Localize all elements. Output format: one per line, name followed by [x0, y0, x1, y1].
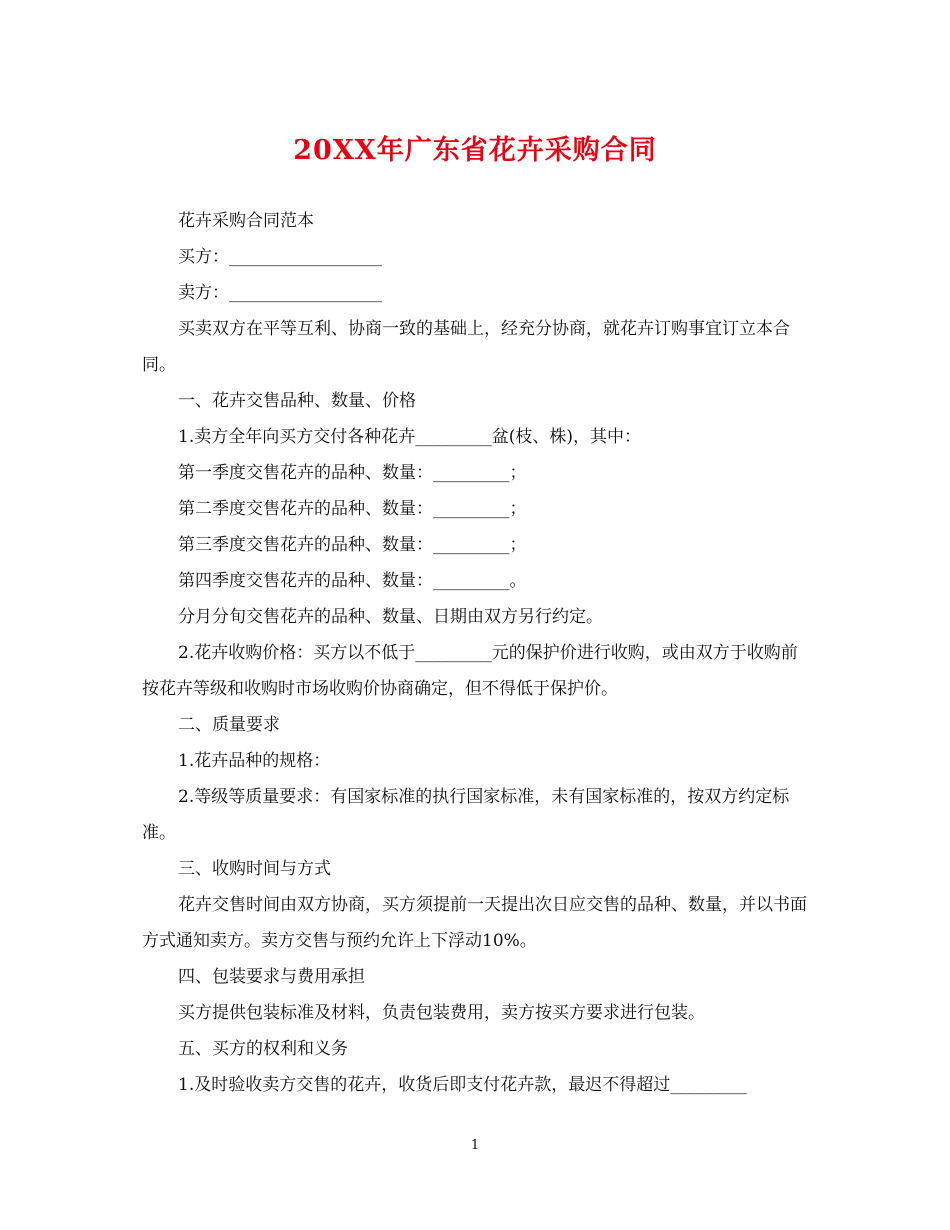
paragraph: 第四季度交售花卉的品种、数量：_________。: [178, 571, 527, 591]
paragraph: 花卉交售时间由双方协商，买方须提前一天提出次日应交售的品种、数量，并以书面方式通知卖方。卖方交售与预约允许上下浮动10%。: [142, 895, 807, 951]
paragraph: 2.花卉收购价格：买方以不低于_________元的保护价进行收购，或由双方于收购前按花卉等级和收购时市场收购价协商确定，但不得低于保护价。: [142, 643, 798, 699]
paragraph: 买卖双方在平等互利、协商一致的基础上，经充分协商，就花卉订购事宜订立本合同。: [142, 319, 790, 375]
paragraph: 1.花卉品种的规格：: [178, 751, 331, 771]
section-heading: 二、质量要求: [178, 715, 280, 735]
section-heading: 一、花卉交售品种、数量、价格: [178, 391, 416, 411]
paragraph-seller-field: 卖方：__________________: [178, 283, 382, 303]
paragraph: 买方提供包装标准及材料，负责包装费用，卖方按买方要求进行包装。: [178, 1003, 705, 1023]
page-number: 1: [470, 1138, 480, 1153]
paragraph: 第三季度交售花卉的品种、数量：_________；: [178, 535, 527, 555]
paragraph: 2.等级等质量要求：有国家标准的执行国家标准，未有国家标准的，按双方约定标准。: [142, 787, 790, 843]
paragraph: 1.卖方全年向买方交付各种花卉_________盆(枝、株)，其中：: [178, 427, 641, 447]
paragraph: 1.及时验收卖方交售的花卉，收货后即支付花卉款，最迟不得超过_________: [178, 1075, 747, 1095]
section-heading: 三、收购时间与方式: [178, 859, 331, 879]
document-body: [142, 203, 807, 1103]
section-heading: 四、包装要求与费用承担: [178, 967, 365, 987]
paragraph: 花卉采购合同范本: [178, 211, 314, 231]
paragraph: 分月分旬交售花卉的品种、数量、日期由双方另行约定。: [178, 607, 603, 627]
paragraph: 第二季度交售花卉的品种、数量：_________；: [178, 499, 527, 519]
document-title: 20XX年广东省花卉采购合同: [293, 135, 657, 166]
section-heading: 五、买方的权利和义务: [178, 1039, 348, 1059]
paragraph-buyer-field: 买方：__________________: [178, 247, 382, 267]
paragraph: 第一季度交售花卉的品种、数量：_________；: [178, 463, 527, 483]
